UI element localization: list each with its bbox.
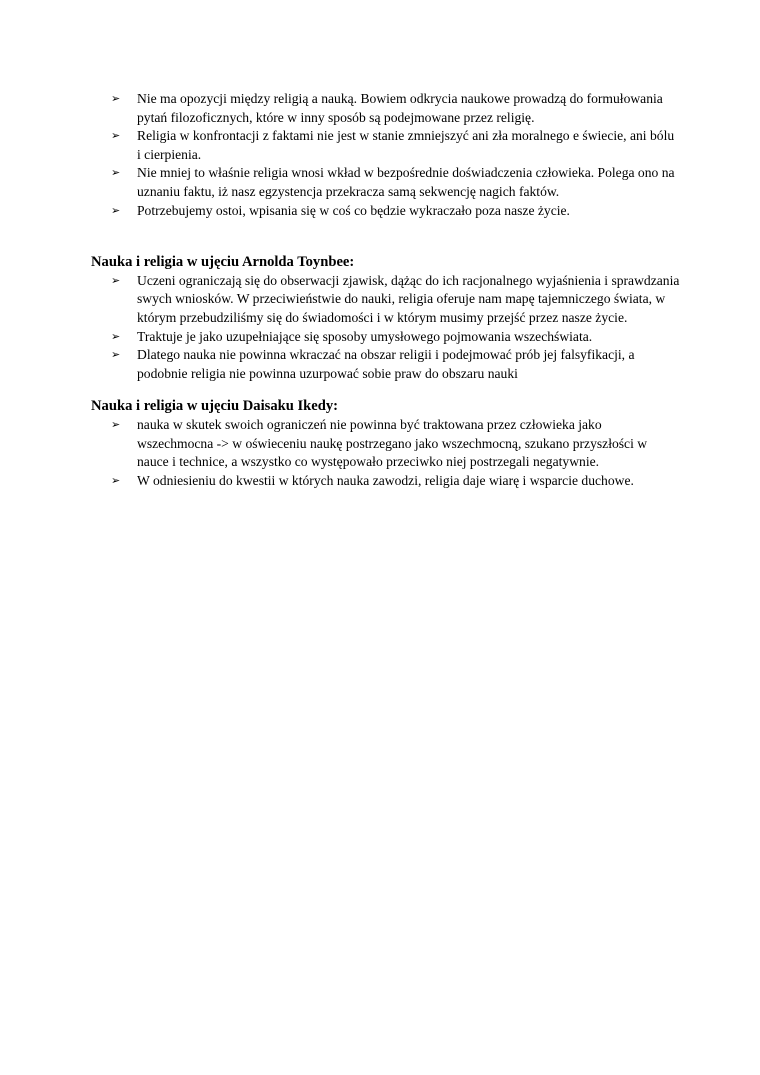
ikeda-bullet-list	[91, 416, 681, 490]
section-spacer	[91, 383, 681, 397]
arrowhead-bullet-icon: ➢	[111, 203, 121, 217]
list-item	[91, 127, 681, 164]
list-item	[91, 202, 681, 221]
list-item-text: Uczeni ograniczają się do obserwacji zjawisk, dążąc do ich racjonalnego wyjaśnienia i sprawdzania swych wniosków. W przeciwieństwie do nauki, religia oferuje nam mapę tajemniczego świata, w którym przebudziliśmy się do świadomości i w którym musimy przejść przez nasze życie.	[137, 272, 680, 325]
list-item-text: Traktuje je jako uzupełniające się sposoby umysłowego pojmowania wszechświata.	[137, 328, 593, 344]
arrowhead-bullet-icon: ➢	[111, 129, 121, 143]
list-item-text: Nie mniej to właśnie religia wnosi wkład w bezpośrednie doświadczenia człowieka. Polega ono na uznaniu faktu, iż nasz egzystencja przekracza samą sekwencję nagich faktów.	[137, 165, 675, 199]
arrowhead-bullet-icon: ➢	[111, 329, 121, 343]
list-item-text: Dlatego nauka nie powinna wkraczać na obszar religii i podejmować prób jej falsyfikacji, a podobnie religia nie powinna uzurpować sobie praw do obszaru nauki	[137, 347, 635, 381]
list-item-text: Religia w konfrontacji z faktami nie jest w stanie zmniejszyć ani zła moralnego e świecie, ani bólu i cierpienia.	[137, 128, 675, 162]
toynbee-heading: Nauka i religia w ujęciu Arnolda Toynbee:	[91, 254, 355, 271]
arrowhead-bullet-icon: ➢	[111, 273, 121, 287]
list-item-text: Nie ma opozycji między religią a nauką. Bowiem odkrycia naukowe prowadzą do formułowania pytań filozoficznych, które w inny sposób są podejmowane przez religię.	[137, 91, 663, 125]
list-item	[91, 90, 681, 127]
list-item	[91, 164, 681, 201]
arrowhead-bullet-icon: ➢	[111, 473, 121, 487]
list-item	[91, 472, 681, 491]
arrowhead-bullet-icon: ➢	[111, 348, 121, 362]
document-body	[91, 90, 681, 490]
ikeda-heading: Nauka i religia w ujęciu Daisaku Ikedy:	[91, 398, 339, 415]
intro-bullet-list	[91, 90, 681, 220]
list-item	[91, 328, 681, 347]
list-item-text: W odniesieniu do kwestii w których nauka zawodzi, religia daje wiarę i wsparcie duchowe.	[137, 472, 634, 488]
arrowhead-bullet-icon: ➢	[111, 417, 121, 431]
list-item	[91, 272, 681, 328]
arrowhead-bullet-icon: ➢	[111, 92, 121, 105]
arrowhead-bullet-icon: ➢	[111, 166, 121, 180]
toynbee-bullet-list	[91, 272, 681, 384]
list-item-text: Potrzebujemy ostoi, wpisania się w coś co będzie wykraczało poza nasze życie.	[137, 202, 570, 218]
list-item-text: nauka w skutek swoich ograniczeń nie powinna być traktowana przez człowieka jako wszechmocna -> w oświeceniu naukę postrzegano jako wszechmocną, szukano przyszłości w nauce i technice, a wszystko co występowało przeciwko niej postrzegali negatywnie.	[137, 416, 648, 470]
list-item	[91, 416, 681, 472]
section-spacer	[91, 220, 681, 253]
list-item	[91, 346, 681, 383]
